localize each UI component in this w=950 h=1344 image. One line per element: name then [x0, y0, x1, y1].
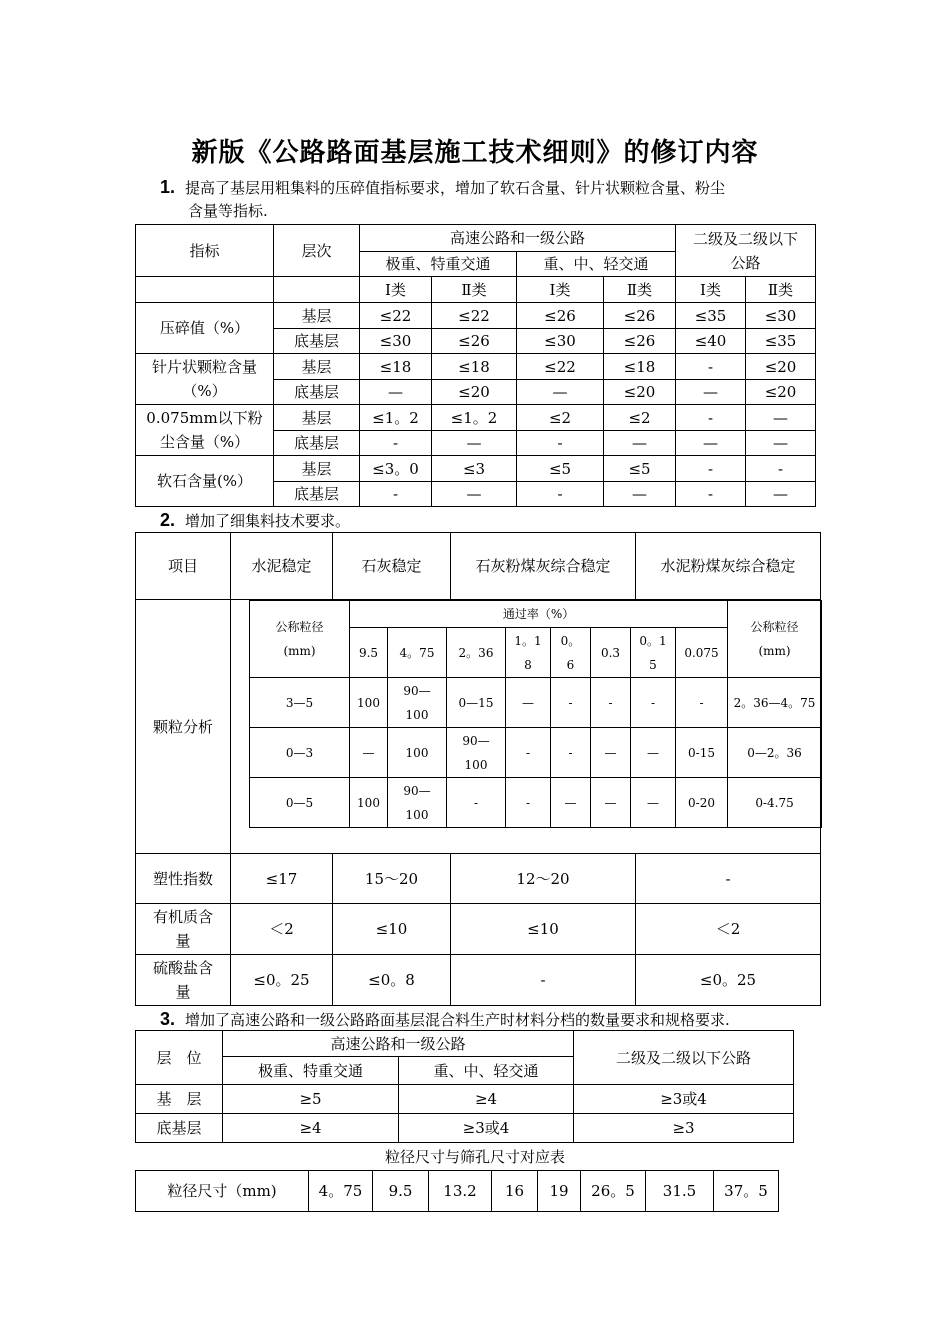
sieve-size-value: 16 — [492, 1171, 538, 1212]
pass-value — [388, 778, 447, 828]
sieve-size-value: 13.2 — [429, 1171, 492, 1212]
grain-size-label: 0—5 — [250, 778, 350, 828]
sieve-size-value: 37。5 — [714, 1171, 779, 1212]
pass-value — [506, 778, 551, 828]
value-cell: ≤20 — [746, 354, 816, 380]
inner-header-size-end: 公称粒径 (mm) — [728, 601, 822, 678]
value-cell: — — [746, 431, 816, 456]
pass-value-line: 90— — [403, 783, 431, 798]
grain-size-end: 0-4.75 — [728, 778, 822, 828]
indicator-label — [136, 354, 274, 405]
pass-value-line: 0-15 — [688, 745, 715, 760]
sieve-size-table — [135, 1170, 779, 1212]
pass-value — [631, 778, 676, 828]
value-cell: — — [746, 405, 816, 431]
layer-label: 基层 — [274, 405, 360, 431]
value-cell: — — [746, 482, 816, 507]
header-heavy-traffic: 极重、特重交通 — [360, 252, 517, 277]
layer-label: 底基层 — [274, 329, 360, 354]
value-cell: - — [676, 482, 746, 507]
value-cell: ≤18 — [360, 354, 432, 380]
pass-value — [551, 778, 591, 828]
layer-label: 基层 — [274, 303, 360, 329]
layer-label: 底基层 — [274, 482, 360, 507]
class-header: Ⅱ类 — [432, 277, 517, 303]
value-cell: — — [432, 482, 517, 507]
header-cement-flyash: 水泥粉煤灰综合稳定 — [636, 533, 821, 600]
value-cell: - — [746, 456, 816, 482]
value-cell: - — [676, 354, 746, 380]
sieve-header-line: 6 — [566, 657, 575, 672]
header-lime: 石灰稳定 — [333, 533, 451, 600]
pass-value-line: 0-20 — [688, 795, 715, 810]
value-cell: ≥4 — [223, 1114, 399, 1143]
sieve-header — [506, 628, 551, 678]
indicator-label — [136, 456, 274, 507]
grain-analysis-label: 颗粒分析 — [136, 600, 231, 854]
sieve-header-line: 4。75 — [399, 645, 435, 660]
value-cell: ≤26 — [604, 303, 676, 329]
section-text: 增加了细集料技术要求。 — [185, 512, 351, 530]
value-cell: — — [676, 380, 746, 405]
sieve-header — [388, 628, 447, 678]
value-cell: ≤10 — [451, 904, 636, 955]
property-label-line: 塑性指数 — [152, 869, 213, 888]
header-lower-grade: 二级及二级以下公路 — [574, 1031, 794, 1085]
value-cell: ≤10 — [333, 904, 451, 955]
value-cell: ≤0。25 — [231, 955, 333, 1006]
section-1-heading — [160, 176, 725, 199]
class-header: Ⅰ类 — [360, 277, 432, 303]
pass-value-line: - — [525, 795, 531, 810]
pass-value-line: — — [362, 745, 375, 760]
class-header: Ⅰ类 — [676, 277, 746, 303]
value-cell: - — [360, 431, 432, 456]
sieve-header — [551, 628, 591, 678]
pass-value-line: 100 — [405, 745, 429, 760]
layer-label: 底基层 — [274, 380, 360, 405]
sieve-header-line: 8 — [524, 657, 532, 672]
sieve-header — [591, 628, 631, 678]
pass-value — [591, 728, 631, 778]
grain-size-end: 0—2。36 — [728, 728, 822, 778]
section-number: 3. — [160, 1009, 176, 1029]
value-cell: - — [517, 482, 604, 507]
property-label-line: 有机质含 — [152, 908, 213, 926]
grain-size-end: 2。36—4。75 — [728, 678, 822, 728]
value-cell: ≤30 — [746, 303, 816, 329]
section-1-heading-cont — [188, 200, 268, 222]
pass-value — [388, 728, 447, 778]
pass-value-line: - — [650, 695, 656, 710]
sieve-size-value: 4。75 — [309, 1171, 373, 1212]
sieve-header-line: 5 — [649, 657, 657, 672]
value-cell: ≤3 — [432, 456, 517, 482]
value-cell: - — [451, 955, 636, 1006]
value-cell: ≤5 — [604, 456, 676, 482]
pass-value-line: - — [525, 745, 531, 760]
sieve-header-line: 0.075 — [684, 645, 719, 660]
section-3-heading — [160, 1008, 730, 1031]
pass-value — [591, 778, 631, 828]
pass-value — [631, 678, 676, 728]
pass-value-line: — — [604, 795, 617, 810]
value-cell: 12～20 — [451, 854, 636, 904]
header-heavy-traffic: 极重、特重交通 — [223, 1057, 399, 1085]
pass-value-line: - — [473, 795, 479, 810]
pass-value-line: 0—15 — [458, 695, 494, 710]
pass-value-line: - — [608, 695, 613, 710]
property-label — [136, 904, 231, 955]
section-text: 含量等指标. — [188, 202, 268, 220]
inner-header-pass: 通过率（%） — [350, 601, 728, 628]
indicator-label — [136, 303, 274, 354]
indicator-label-line: 压碎值（%） — [159, 319, 250, 337]
header-lower-grade: 二级及二级以下 公路 — [676, 225, 816, 277]
layer-label: 底基层 — [274, 431, 360, 456]
value-cell: - — [636, 854, 821, 904]
value-cell: ≤2 — [604, 405, 676, 431]
value-cell: 15～20 — [333, 854, 451, 904]
value-cell: ≤18 — [432, 354, 517, 380]
value-cell: ≤2 — [517, 405, 604, 431]
property-label — [136, 854, 231, 904]
section-text: 提高了基层用粗集料的压碎值指标要求，增加了软石含量、针片状颗粒含量、粉尘 — [185, 179, 726, 197]
value-cell: ≤5 — [517, 456, 604, 482]
value-cell: ≥3或4 — [574, 1085, 794, 1114]
value-cell: - — [676, 405, 746, 431]
section-text: 增加了高速公路和一级公路路面基层混合料生产时材料分档的数量要求和规格要求. — [185, 1011, 730, 1029]
pass-value — [676, 778, 728, 828]
value-cell: ≥5 — [223, 1085, 399, 1114]
value-cell: — — [432, 431, 517, 456]
value-cell: ≤30 — [360, 329, 432, 354]
value-cell: ＜2 — [231, 904, 333, 955]
value-cell: ≤22 — [360, 303, 432, 329]
pass-value — [350, 778, 388, 828]
layer-label: 基层 — [274, 456, 360, 482]
pass-value — [551, 728, 591, 778]
fine-aggregate-table — [135, 532, 821, 1006]
value-cell: — — [604, 431, 676, 456]
indicator-label-line: 0.075mm以下粉 — [146, 409, 263, 427]
sieve-header-line: 0。 — [560, 633, 581, 648]
sieve-header-line: 1。1 — [514, 633, 542, 648]
header-highway: 高速公路和一级公路 — [360, 225, 676, 252]
sieve-header-line: 0。1 — [639, 633, 667, 648]
value-cell: ≤30 — [517, 329, 604, 354]
header-lime-flyash: 石灰粉煤灰综合稳定 — [451, 533, 636, 600]
sieve-header — [350, 628, 388, 678]
header-layer: 层 位 — [136, 1031, 223, 1085]
value-cell: ≤22 — [432, 303, 517, 329]
pass-value-line: 100 — [357, 795, 380, 810]
grain-analysis-cell — [231, 600, 821, 854]
pass-value — [676, 678, 728, 728]
property-label — [136, 955, 231, 1006]
class-header: Ⅱ类 — [604, 277, 676, 303]
pass-value-line: 100 — [405, 707, 429, 722]
sieve-size-value: 26。5 — [581, 1171, 646, 1212]
pass-value — [447, 728, 506, 778]
value-cell: — — [517, 380, 604, 405]
value-cell: - — [360, 482, 432, 507]
sieve-header-line: 9.5 — [358, 645, 379, 660]
section-number: 2. — [160, 510, 176, 530]
value-cell: - — [676, 456, 746, 482]
header-layer: 层次 — [274, 225, 360, 277]
value-cell: ≤17 — [231, 854, 333, 904]
pass-value — [631, 728, 676, 778]
property-label-line: 量 — [175, 983, 191, 1001]
sieve-header — [676, 628, 728, 678]
pass-value-line: — — [647, 795, 659, 810]
grain-size-label: 0—3 — [250, 728, 350, 778]
pass-value — [350, 728, 388, 778]
value-cell: — — [676, 431, 746, 456]
sieve-header — [447, 628, 506, 678]
pass-value — [506, 678, 551, 728]
sieve-size-value: 31.5 — [646, 1171, 714, 1212]
pass-value-line: 100 — [357, 695, 380, 710]
value-cell: ≤22 — [517, 354, 604, 380]
grain-analysis-table — [249, 600, 822, 828]
sieve-table-caption: 粒径尺寸与筛孔尺寸对应表 — [384, 1148, 565, 1166]
value-cell: ≤1。2 — [360, 405, 432, 431]
sieve-row-label: 粒径尺寸（mm) — [136, 1171, 309, 1212]
value-cell: ≤26 — [432, 329, 517, 354]
pass-value-line: 100 — [405, 807, 429, 822]
grain-size-label: 3—5 — [250, 678, 350, 728]
value-cell: ≤26 — [604, 329, 676, 354]
inner-header-size: 公称粒径 (mm) — [250, 601, 350, 678]
header-medium-traffic: 重、中、轻交通 — [517, 252, 676, 277]
value-cell: ≤26 — [517, 303, 604, 329]
value-cell: ≥3 — [574, 1114, 794, 1143]
value-cell: ≤40 — [676, 329, 746, 354]
header-indicator: 指标 — [136, 225, 274, 277]
layer-label: 基层 — [274, 354, 360, 380]
header-item: 项目 — [136, 533, 231, 600]
layer-label: 底基层 — [136, 1114, 223, 1143]
header-highway: 高速公路和一级公路 — [223, 1031, 574, 1057]
value-cell: ≤20 — [432, 380, 517, 405]
property-label-line: 量 — [175, 932, 191, 950]
value-cell: — — [360, 380, 432, 405]
section-number: 1. — [160, 177, 176, 197]
indicator-label-line: （%） — [182, 382, 227, 400]
material-grading-table — [135, 1030, 794, 1143]
value-cell: ＜2 — [636, 904, 821, 955]
pass-value — [506, 728, 551, 778]
pass-value-line: — — [604, 745, 617, 760]
indicator-label — [136, 405, 274, 456]
indicator-label-line: 软石含量(%） — [156, 472, 253, 490]
pass-value — [591, 678, 631, 728]
pass-value-line: — — [564, 795, 577, 810]
value-cell: - — [517, 431, 604, 456]
value-cell: — — [604, 482, 676, 507]
header-medium-traffic: 重、中、轻交通 — [399, 1057, 574, 1085]
pass-value — [350, 678, 388, 728]
section-2-heading — [160, 509, 350, 532]
pass-value — [447, 678, 506, 728]
header-cement: 水泥稳定 — [231, 533, 333, 600]
class-header: Ⅰ类 — [517, 277, 604, 303]
pass-value-line: - — [568, 745, 573, 760]
value-cell: ≥4 — [399, 1085, 574, 1114]
class-header: Ⅱ类 — [746, 277, 816, 303]
value-cell: ≤0。8 — [333, 955, 451, 1006]
value-cell: ≤0。25 — [636, 955, 821, 1006]
sieve-header-line: 0.3 — [600, 645, 621, 660]
coarse-aggregate-table — [135, 224, 816, 507]
pass-value-line: 90— — [403, 683, 431, 698]
property-label-line: 硫酸盐含 — [152, 959, 213, 977]
value-cell: ≤18 — [604, 354, 676, 380]
page-title: 新版《公路路面基层施工技术细则》的修订内容 — [191, 138, 759, 168]
value-cell: ≥3或4 — [399, 1114, 574, 1143]
sieve-size-value: 9.5 — [373, 1171, 429, 1212]
pass-value-line: - — [699, 695, 704, 710]
sieve-size-value: 19 — [538, 1171, 581, 1212]
value-cell: ≤20 — [604, 380, 676, 405]
pass-value-line: — — [647, 745, 659, 760]
value-cell: ≤35 — [676, 303, 746, 329]
pass-value — [676, 728, 728, 778]
value-cell: ≤20 — [746, 380, 816, 405]
pass-value — [447, 778, 506, 828]
pass-value-line: — — [522, 695, 534, 710]
value-cell: ≤35 — [746, 329, 816, 354]
pass-value-line: - — [568, 695, 573, 710]
sieve-header-line: 2。36 — [458, 645, 494, 660]
pass-value-line: 90— — [462, 733, 490, 748]
layer-label: 基 层 — [136, 1085, 223, 1114]
pass-value-line: 100 — [464, 757, 488, 772]
pass-value — [388, 678, 447, 728]
value-cell: ≤3。0 — [360, 456, 432, 482]
value-cell: ≤1。2 — [432, 405, 517, 431]
indicator-label-line: 针片状颗粒含量 — [151, 358, 257, 376]
pass-value — [551, 678, 591, 728]
indicator-label-line: 尘含量（%） — [159, 433, 250, 451]
sieve-header — [631, 628, 676, 678]
